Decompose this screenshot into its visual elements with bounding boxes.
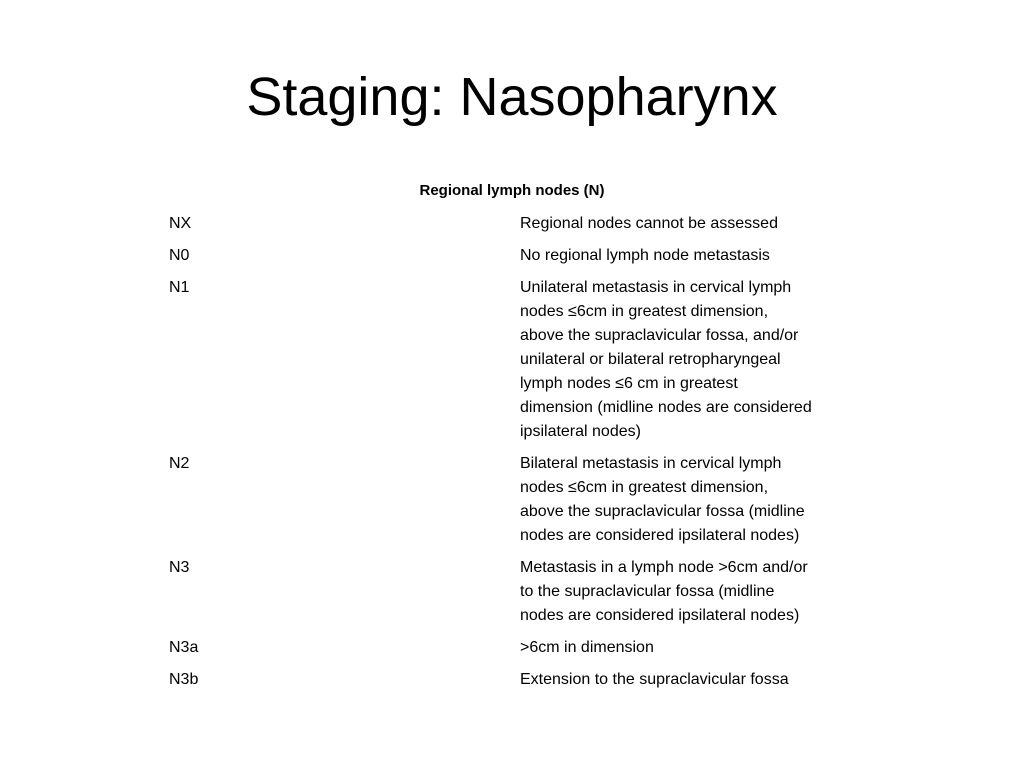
stage-description: >6cm in dimension	[520, 639, 654, 656]
stage-description: No regional lymph node metastasis	[520, 247, 770, 264]
stage-code: N3	[169, 559, 190, 576]
staging-row-n1	[169, 276, 869, 444]
stage-code: N1	[169, 279, 190, 296]
staging-row-n3b	[169, 668, 869, 692]
stage-description: Metastasis in a lymph node >6cm and/or to the supraclavicular fossa (midline nodes are considered ipsilateral nodes)	[520, 559, 808, 624]
stage-code: N3a	[169, 639, 199, 656]
stage-description: Extension to the supraclavicular fossa	[520, 671, 789, 688]
staging-row-n3	[169, 556, 869, 628]
slide-title: Staging: Nasopharynx	[246, 67, 778, 127]
stage-description: Bilateral metastasis in cervical lymph nodes ≤6cm in greatest dimension, above the supraclavicular fossa (midline nodes are considered ipsilateral nodes)	[520, 455, 805, 544]
staging-row-n3a	[169, 636, 869, 660]
stage-code: N3b	[169, 671, 199, 688]
stage-description: Unilateral metastasis in cervical lymph nodes ≤6cm in greatest dimension, above the supraclavicular fossa, and/or unilateral or bilateral retropharyngeal lymph nodes ≤6 cm in greatest dimension (midline nodes are considered ipsilateral nodes)	[520, 279, 812, 440]
staging-row-nx	[169, 212, 869, 236]
staging-table	[169, 212, 869, 700]
stage-code: NX	[169, 215, 192, 232]
stage-code: N0	[169, 247, 190, 264]
staging-row-n0	[169, 244, 869, 268]
stage-code: N2	[169, 455, 190, 472]
table-heading: Regional lymph nodes (N)	[419, 182, 605, 199]
stage-description: Regional nodes cannot be assessed	[520, 215, 778, 232]
staging-row-n2	[169, 452, 869, 548]
